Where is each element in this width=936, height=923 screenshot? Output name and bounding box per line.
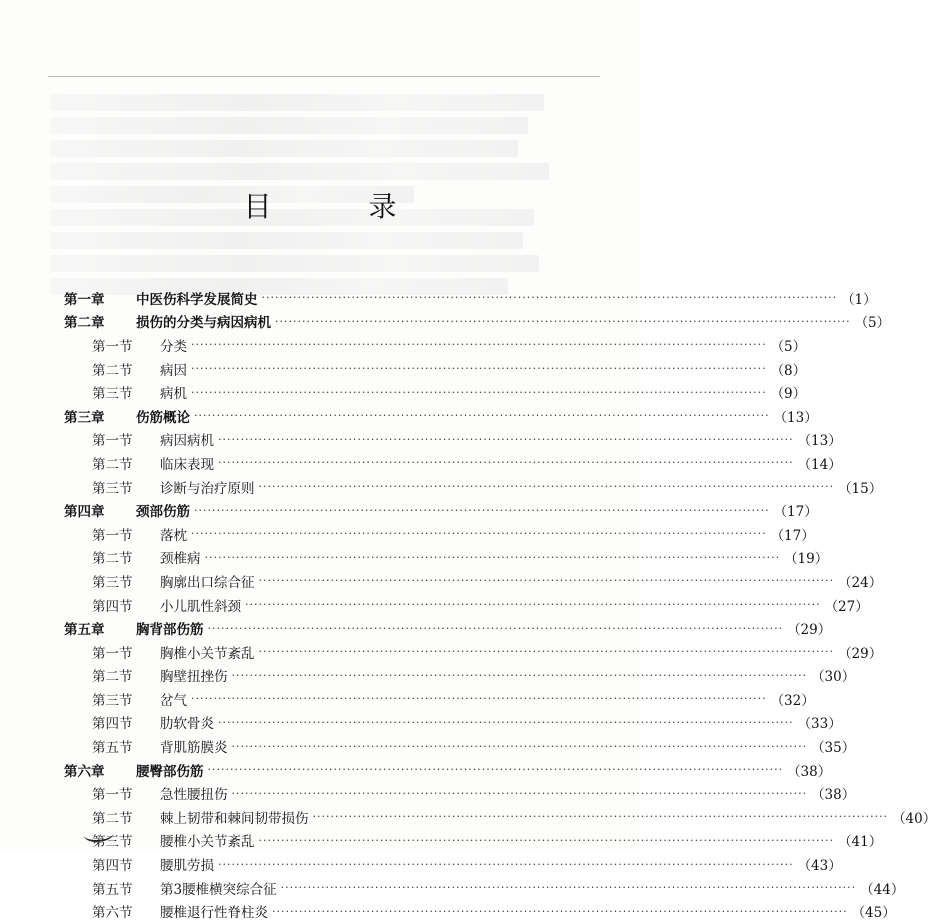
toc-chapter-row — [64, 404, 818, 428]
toc-entry-title: 分类 — [160, 338, 187, 355]
toc-section-row — [64, 475, 883, 499]
toc-entry-title: 胸廓出口综合征 — [160, 574, 255, 591]
toc-entry-title: 诊断与治疗原则 — [160, 480, 255, 497]
toc-page-number: （43） — [797, 858, 842, 875]
toc-page-number: （32） — [770, 692, 815, 709]
toc-page-number: （17） — [773, 504, 818, 521]
toc-page-number: （38） — [787, 763, 832, 780]
page-title: 目 录 — [243, 190, 441, 223]
toc-leader-dots — [208, 763, 784, 776]
toc-page-number: （13） — [797, 433, 842, 450]
toc-leader-dots — [194, 409, 770, 422]
toc-leader-dots — [191, 338, 767, 351]
toc-page-number: （27） — [824, 598, 869, 615]
toc-section-row — [64, 734, 856, 758]
toc-entry-title: 胸椎小关节紊乱 — [160, 645, 255, 662]
toc-leader-dots — [218, 456, 794, 469]
toc-chapter-row — [64, 310, 891, 334]
toc-leader-dots — [232, 740, 808, 753]
toc-entry-number: 第一节 — [92, 527, 133, 544]
toc-chapter-row — [64, 498, 818, 522]
toc-entry-title: 肋软骨炎 — [160, 716, 214, 733]
toc-entry-title: 颈部伤筋 — [136, 504, 190, 521]
toc-leader-dots — [208, 622, 784, 635]
toc-section-row — [64, 593, 869, 617]
toc-chapter-row — [64, 286, 877, 310]
toc-entry-title: 腰椎退行性脊柱炎 — [160, 905, 268, 922]
toc-entry-number: 第三章 — [64, 409, 105, 426]
toc-entry-title: 岔气 — [160, 692, 187, 709]
toc-entry-number: 第一节 — [92, 433, 133, 450]
toc-page-number: （14） — [797, 456, 842, 473]
toc-entry-number: 第三节 — [92, 480, 133, 497]
toc-entry-title: 第3腰椎横突综合征 — [160, 881, 277, 898]
toc-entry-title: 临床表现 — [160, 456, 214, 473]
toc-entry-title: 落枕 — [160, 527, 187, 544]
toc-entry-title: 背肌筋膜炎 — [160, 740, 228, 757]
toc-page-number: （35） — [811, 740, 856, 757]
bleed-through-header — [48, 56, 600, 77]
toc-page-number: （19） — [784, 551, 829, 568]
toc-leader-dots — [262, 291, 838, 304]
toc-leader-dots — [194, 504, 770, 517]
toc-page-number: （29） — [787, 622, 832, 639]
toc-section-row — [64, 357, 807, 381]
toc-leader-dots — [259, 480, 835, 493]
toc-leader-dots — [275, 315, 851, 328]
toc-entry-title: 病因病机 — [160, 433, 214, 450]
toc-page-number: （24） — [838, 574, 883, 591]
toc-leader-dots — [205, 551, 781, 564]
toc-entry-number: 第二节 — [92, 362, 133, 379]
toc-entry-title: 病机 — [160, 386, 187, 403]
toc-entry-number: 第六节 — [92, 905, 133, 922]
toc-page-number: （13） — [773, 409, 818, 426]
toc-entry-title: 小儿肌性斜颈 — [160, 598, 241, 615]
toc-leader-dots — [232, 787, 808, 800]
toc-entry-number: 第二章 — [64, 315, 105, 332]
toc-entry-number: 第三节 — [92, 692, 133, 709]
toc-page-number: （1） — [841, 291, 877, 308]
toc-section-row — [64, 829, 883, 853]
toc-entry-number: 第二节 — [92, 810, 133, 827]
toc-entry-title: 中医伤科学发展简史 — [136, 291, 258, 308]
toc-page-number: （5） — [770, 338, 807, 355]
toc-leader-dots — [259, 834, 835, 847]
toc-page-number: （15） — [838, 480, 883, 497]
toc-section-row — [64, 569, 883, 593]
toc-entry-number: 第四节 — [92, 598, 133, 615]
toc-leader-dots — [191, 692, 767, 705]
toc-leader-dots — [191, 362, 767, 375]
toc-page-number: （29） — [838, 645, 883, 662]
toc-leader-dots — [259, 645, 835, 658]
toc-entry-title: 腰椎小关节紊乱 — [160, 834, 255, 851]
toc-section-row — [64, 428, 842, 452]
toc-page-number: （8） — [770, 362, 807, 379]
toc-section-row — [64, 380, 807, 404]
toc-entry-title: 病因 — [160, 362, 187, 379]
toc-leader-dots — [272, 905, 848, 918]
toc-page-number: （9） — [770, 386, 807, 403]
toc-section-row — [64, 852, 842, 876]
toc-entry-number: 第四章 — [64, 504, 105, 521]
toc-leader-dots — [281, 881, 857, 894]
toc-entry-title: 伤筋概论 — [136, 409, 190, 426]
toc-entry-number: 第六章 — [64, 763, 105, 780]
toc-chapter-row — [64, 616, 832, 640]
toc-leader-dots — [232, 669, 808, 682]
toc-section-row — [64, 640, 883, 664]
toc-section-row — [64, 333, 807, 357]
toc-section-row — [64, 805, 936, 829]
toc-page-number: （41） — [838, 834, 883, 851]
toc-section-row — [64, 687, 815, 711]
toc-page-number: （33） — [797, 716, 842, 733]
toc-leader-dots — [245, 598, 821, 611]
toc-leader-dots — [218, 716, 794, 729]
toc-entry-title: 胸壁扭挫伤 — [160, 669, 228, 686]
toc-entry-number: 第二节 — [92, 669, 133, 686]
toc-entry-number: 第一节 — [92, 787, 133, 804]
toc-leader-dots — [218, 433, 794, 446]
toc-page-number: （44） — [860, 881, 905, 898]
table-of-contents — [64, 286, 936, 923]
toc-section-row — [64, 876, 905, 900]
toc-section-row — [64, 711, 842, 735]
toc-leader-dots — [191, 527, 767, 540]
toc-entry-number: 第二节 — [92, 456, 133, 473]
toc-entry-number: 第三节 — [92, 834, 133, 851]
toc-section-row — [64, 899, 896, 923]
toc-entry-number: 第二节 — [92, 551, 133, 568]
toc-leader-dots — [191, 386, 767, 399]
toc-page-number: （45） — [851, 905, 896, 922]
toc-entry-number: 第三节 — [92, 386, 133, 403]
toc-page-number: （40） — [892, 810, 936, 827]
toc-entry-title: 胸背部伤筋 — [136, 622, 204, 639]
toc-entry-title: 腰臀部伤筋 — [136, 763, 204, 780]
toc-chapter-row — [64, 758, 832, 782]
toc-entry-title: 棘上韧带和棘间韧带损伤 — [160, 810, 309, 827]
toc-section-row — [64, 664, 856, 688]
toc-entry-number: 第四节 — [92, 858, 133, 875]
toc-leader-dots — [218, 858, 794, 871]
toc-leader-dots — [313, 810, 889, 823]
toc-section-row — [64, 522, 815, 546]
toc-leader-dots — [259, 574, 835, 587]
toc-page-number: （5） — [854, 315, 891, 332]
toc-entry-number: 第一节 — [92, 645, 133, 662]
toc-entry-number: 第一章 — [64, 291, 105, 308]
toc-page-number: （17） — [770, 527, 815, 544]
toc-entry-number: 第五节 — [92, 740, 133, 757]
toc-section-row — [64, 546, 829, 570]
toc-entry-number: 第五节 — [92, 881, 133, 898]
toc-entry-title: 急性腰扭伤 — [160, 787, 228, 804]
toc-entry-number: 第四节 — [92, 716, 133, 733]
toc-entry-title: 损伤的分类与病因病机 — [136, 315, 271, 332]
toc-section-row — [64, 451, 842, 475]
toc-page-number: （30） — [811, 669, 856, 686]
toc-section-row — [64, 781, 856, 805]
toc-entry-number: 第一节 — [92, 338, 133, 355]
toc-entry-title: 颈椎病 — [160, 551, 201, 568]
toc-entry-number: 第三节 — [92, 574, 133, 591]
toc-page-number: （38） — [811, 787, 856, 804]
toc-entry-title: 腰肌劳损 — [160, 858, 214, 875]
toc-entry-number: 第五章 — [64, 622, 105, 639]
